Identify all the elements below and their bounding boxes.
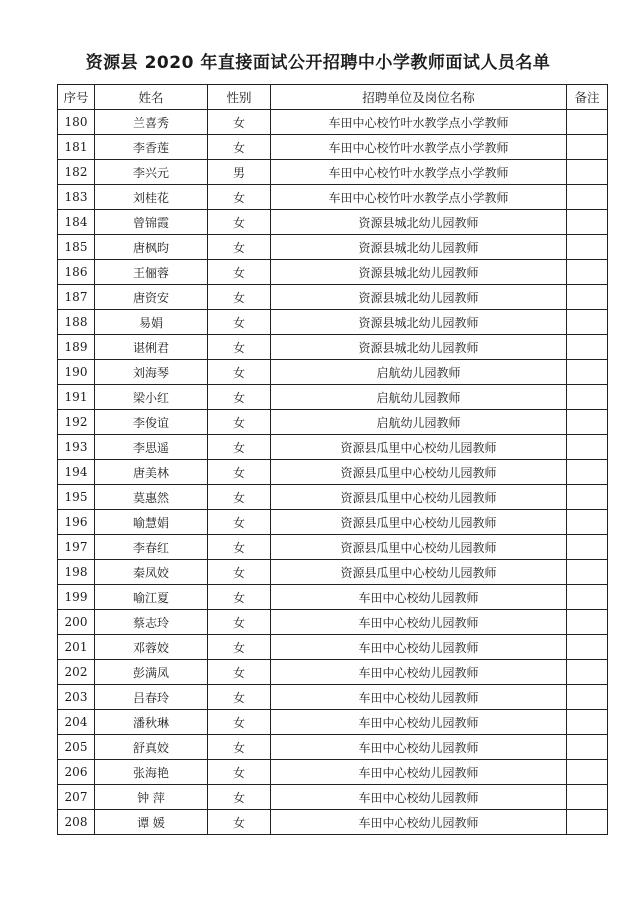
cell-name: 李俊谊	[95, 410, 208, 435]
table-row	[58, 210, 608, 235]
table-row	[58, 310, 608, 335]
cell-gender: 女	[208, 260, 271, 285]
header-number: 序号	[58, 85, 95, 110]
cell-number: 206	[58, 760, 95, 785]
cell-name: 舒真姣	[95, 735, 208, 760]
cell-name: 唐资安	[95, 285, 208, 310]
table-row	[58, 385, 608, 410]
cell-note	[567, 335, 608, 360]
cell-post: 车田中心校幼儿园教师	[271, 735, 567, 760]
cell-number: 180	[58, 110, 95, 135]
cell-name: 李兴元	[95, 160, 208, 185]
table-row	[58, 585, 608, 610]
cell-number: 197	[58, 535, 95, 560]
table-row	[58, 560, 608, 585]
cell-gender: 女	[208, 360, 271, 385]
cell-gender: 女	[208, 435, 271, 460]
cell-note	[567, 635, 608, 660]
cell-name: 刘海琴	[95, 360, 208, 385]
cell-number: 200	[58, 610, 95, 635]
table-row	[58, 110, 608, 135]
cell-post: 资源县瓜里中心校幼儿园教师	[271, 435, 567, 460]
cell-gender: 女	[208, 760, 271, 785]
table-row	[58, 710, 608, 735]
cell-number: 186	[58, 260, 95, 285]
cell-name: 梁小红	[95, 385, 208, 410]
cell-post: 车田中心校幼儿园教师	[271, 635, 567, 660]
cell-number: 202	[58, 660, 95, 685]
cell-note	[567, 585, 608, 610]
cell-name: 易娟	[95, 310, 208, 335]
cell-note	[567, 435, 608, 460]
cell-note	[567, 160, 608, 185]
cell-gender: 女	[208, 460, 271, 485]
table-row	[58, 335, 608, 360]
cell-note	[567, 810, 608, 835]
table-row	[58, 260, 608, 285]
cell-name: 秦凤姣	[95, 560, 208, 585]
cell-name: 李香莲	[95, 135, 208, 160]
cell-note	[567, 385, 608, 410]
cell-post: 资源县瓜里中心校幼儿园教师	[271, 510, 567, 535]
cell-number: 187	[58, 285, 95, 310]
cell-name: 邓蓉姣	[95, 635, 208, 660]
cell-post: 车田中心校幼儿园教师	[271, 660, 567, 685]
cell-post: 启航幼儿园教师	[271, 385, 567, 410]
cell-gender: 女	[208, 310, 271, 335]
cell-gender: 女	[208, 335, 271, 360]
cell-post: 资源县瓜里中心校幼儿园教师	[271, 560, 567, 585]
cell-note	[567, 235, 608, 260]
cell-name: 吕春玲	[95, 685, 208, 710]
cell-note	[567, 135, 608, 160]
cell-name: 谭 媛	[95, 810, 208, 835]
cell-post: 资源县城北幼儿园教师	[271, 210, 567, 235]
cell-note	[567, 110, 608, 135]
table-body	[58, 110, 608, 835]
cell-name: 喻江夏	[95, 585, 208, 610]
cell-name: 蔡志玲	[95, 610, 208, 635]
cell-name: 张海艳	[95, 760, 208, 785]
cell-name: 唐枫昀	[95, 235, 208, 260]
cell-number: 198	[58, 560, 95, 585]
table-row	[58, 485, 608, 510]
cell-gender: 女	[208, 285, 271, 310]
cell-post: 资源县城北幼儿园教师	[271, 335, 567, 360]
cell-post: 车田中心校幼儿园教师	[271, 810, 567, 835]
cell-post: 车田中心校竹叶水教学点小学教师	[271, 185, 567, 210]
cell-gender: 女	[208, 585, 271, 610]
cell-gender: 女	[208, 785, 271, 810]
table-row	[58, 435, 608, 460]
cell-name: 喻慧娟	[95, 510, 208, 535]
table-header	[58, 85, 608, 110]
table-row	[58, 660, 608, 685]
table-row	[58, 135, 608, 160]
cell-name: 曾锦霞	[95, 210, 208, 235]
cell-number: 199	[58, 585, 95, 610]
cell-gender: 女	[208, 810, 271, 835]
cell-post: 资源县城北幼儿园教师	[271, 285, 567, 310]
table-row	[58, 510, 608, 535]
cell-number: 189	[58, 335, 95, 360]
cell-note	[567, 410, 608, 435]
cell-post: 启航幼儿园教师	[271, 360, 567, 385]
cell-note	[567, 535, 608, 560]
table-row	[58, 610, 608, 635]
cell-post: 车田中心校竹叶水教学点小学教师	[271, 160, 567, 185]
cell-number: 195	[58, 485, 95, 510]
cell-post: 车田中心校竹叶水教学点小学教师	[271, 110, 567, 135]
cell-post: 资源县城北幼儿园教师	[271, 260, 567, 285]
cell-note	[567, 460, 608, 485]
cell-note	[567, 660, 608, 685]
cell-post: 资源县城北幼儿园教师	[271, 310, 567, 335]
cell-name: 彭满凤	[95, 660, 208, 685]
cell-number: 196	[58, 510, 95, 535]
cell-post: 资源县瓜里中心校幼儿园教师	[271, 535, 567, 560]
cell-note	[567, 360, 608, 385]
cell-number: 185	[58, 235, 95, 260]
cell-gender: 女	[208, 110, 271, 135]
cell-note	[567, 760, 608, 785]
table-row	[58, 235, 608, 260]
cell-number: 192	[58, 410, 95, 435]
cell-number: 205	[58, 735, 95, 760]
header-row	[58, 85, 608, 110]
cell-gender: 女	[208, 235, 271, 260]
cell-post: 车田中心校幼儿园教师	[271, 710, 567, 735]
cell-number: 203	[58, 685, 95, 710]
table-row	[58, 735, 608, 760]
cell-gender: 女	[208, 660, 271, 685]
cell-post: 车田中心校幼儿园教师	[271, 610, 567, 635]
cell-gender: 女	[208, 560, 271, 585]
cell-number: 201	[58, 635, 95, 660]
cell-number: 183	[58, 185, 95, 210]
cell-gender: 女	[208, 635, 271, 660]
cell-number: 188	[58, 310, 95, 335]
cell-name: 王俪蓉	[95, 260, 208, 285]
cell-post: 启航幼儿园教师	[271, 410, 567, 435]
cell-note	[567, 685, 608, 710]
cell-name: 钟 萍	[95, 785, 208, 810]
cell-number: 204	[58, 710, 95, 735]
cell-gender: 女	[208, 535, 271, 560]
cell-post: 车田中心校幼儿园教师	[271, 685, 567, 710]
table-row	[58, 160, 608, 185]
cell-number: 190	[58, 360, 95, 385]
table-row	[58, 460, 608, 485]
table-row	[58, 535, 608, 560]
cell-name: 潘秋琳	[95, 710, 208, 735]
cell-name: 兰喜秀	[95, 110, 208, 135]
cell-note	[567, 260, 608, 285]
cell-number: 191	[58, 385, 95, 410]
table-row	[58, 185, 608, 210]
header-name: 姓名	[95, 85, 208, 110]
cell-name: 李春红	[95, 535, 208, 560]
table-row	[58, 785, 608, 810]
table-row	[58, 410, 608, 435]
cell-note	[567, 610, 608, 635]
cell-note	[567, 560, 608, 585]
cell-note	[567, 510, 608, 535]
header-note: 备注	[567, 85, 608, 110]
table-row	[58, 760, 608, 785]
cell-note	[567, 710, 608, 735]
cell-note	[567, 485, 608, 510]
cell-note	[567, 735, 608, 760]
roster-table	[57, 84, 608, 835]
cell-post: 资源县瓜里中心校幼儿园教师	[271, 460, 567, 485]
cell-note	[567, 785, 608, 810]
cell-gender: 女	[208, 485, 271, 510]
cell-gender: 女	[208, 610, 271, 635]
cell-note	[567, 210, 608, 235]
header-post: 招聘单位及岗位名称	[271, 85, 567, 110]
header-gender: 性别	[208, 85, 271, 110]
cell-gender: 女	[208, 135, 271, 160]
cell-post: 车田中心校幼儿园教师	[271, 785, 567, 810]
cell-gender: 女	[208, 410, 271, 435]
table-row	[58, 810, 608, 835]
cell-gender: 男	[208, 160, 271, 185]
cell-post: 车田中心校幼儿园教师	[271, 760, 567, 785]
cell-note	[567, 285, 608, 310]
cell-gender: 女	[208, 385, 271, 410]
cell-name: 刘桂花	[95, 185, 208, 210]
cell-post: 资源县瓜里中心校幼儿园教师	[271, 485, 567, 510]
cell-name: 莫惠然	[95, 485, 208, 510]
cell-post: 车田中心校竹叶水教学点小学教师	[271, 135, 567, 160]
cell-gender: 女	[208, 735, 271, 760]
table-row	[58, 360, 608, 385]
cell-post: 资源县城北幼儿园教师	[271, 235, 567, 260]
cell-number: 181	[58, 135, 95, 160]
cell-number: 182	[58, 160, 95, 185]
cell-gender: 女	[208, 685, 271, 710]
cell-number: 184	[58, 210, 95, 235]
table-row	[58, 635, 608, 660]
cell-number: 194	[58, 460, 95, 485]
cell-number: 208	[58, 810, 95, 835]
cell-gender: 女	[208, 185, 271, 210]
cell-name: 李思遥	[95, 435, 208, 460]
cell-number: 207	[58, 785, 95, 810]
cell-gender: 女	[208, 510, 271, 535]
cell-name: 唐美林	[95, 460, 208, 485]
cell-gender: 女	[208, 710, 271, 735]
cell-note	[567, 185, 608, 210]
cell-name: 谌俐君	[95, 335, 208, 360]
cell-post: 车田中心校幼儿园教师	[271, 585, 567, 610]
cell-gender: 女	[208, 210, 271, 235]
table-row	[58, 285, 608, 310]
page-title: 资源县 2020 年直接面试公开招聘中小学教师面试人员名单	[85, 53, 551, 73]
table-row	[58, 685, 608, 710]
cell-note	[567, 310, 608, 335]
cell-number: 193	[58, 435, 95, 460]
